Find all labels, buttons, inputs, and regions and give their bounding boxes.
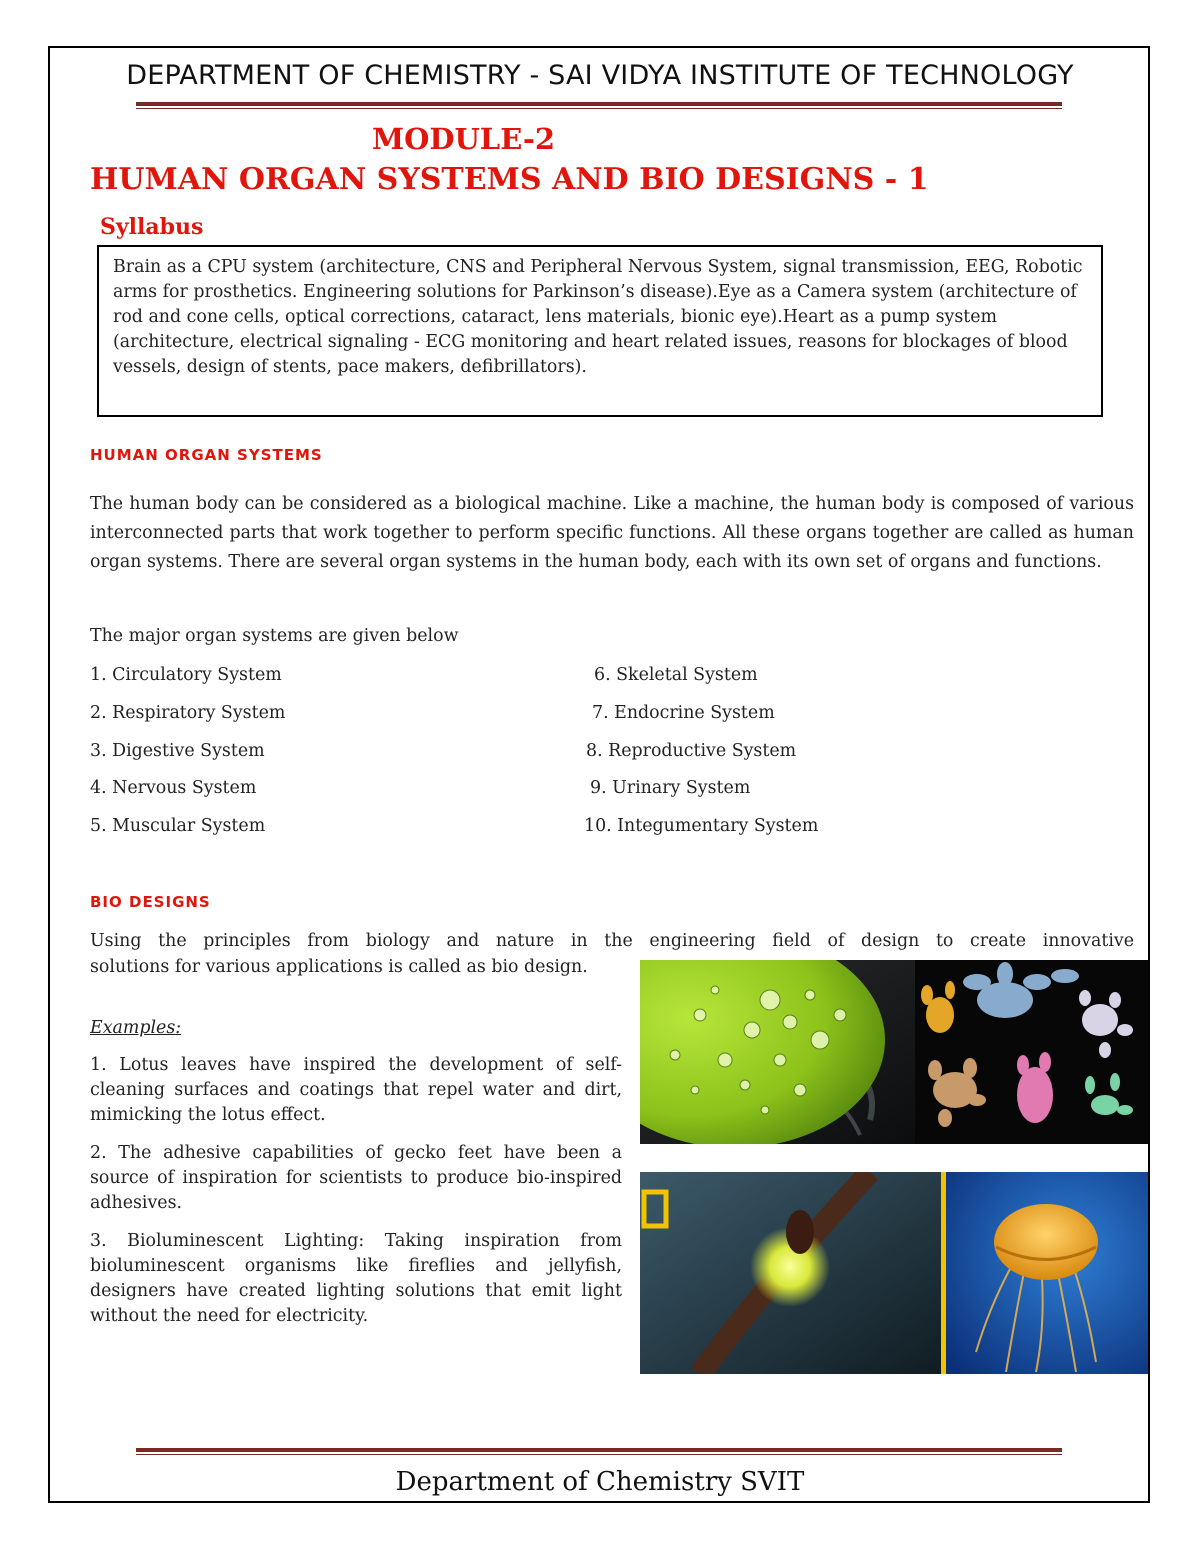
- organ-systems-paragraph: The human body can be considered as a biological machine. Like a machine, the human body is composed of various interconnected parts that work together to perform specific functions. All these organs together are called as human organ systems. There are several organ systems in the human body, each with its own set of organs and functions.: [90, 494, 1134, 572]
- module-number: MODULE-2: [372, 122, 556, 156]
- organ-list-item: 6. Skeletal System: [594, 665, 758, 685]
- organ-list-intro: The major organ systems are given below: [90, 626, 459, 646]
- organ-list-item: 4. Nervous System: [90, 778, 257, 798]
- organ-list-item: 5. Muscular System: [90, 816, 266, 836]
- organ-list-item: 3. Digestive System: [90, 741, 265, 761]
- gecko-feet-image: [915, 960, 1148, 1144]
- example-item: 3. Bioluminescent Lighting: Taking inspiration from bioluminescent organisms like fireflies and jellyfish, designers have created lighting solutions that emit light without the need for electricity.: [90, 1231, 622, 1326]
- firefly-image: [640, 1172, 946, 1374]
- lotus-leaf-image: [640, 960, 915, 1144]
- example-item: 2. The adhesive capabilities of gecko feet have been a source of inspiration for scientists to produce bio-inspired adhesives.: [90, 1143, 622, 1213]
- jellyfish-image: [946, 1172, 1148, 1374]
- syllabus-text: Brain as a CPU system (architecture, CNS and Peripheral Nervous System, signal transmission, EEG, Robotic arms for prosthetics. Engineering solutions for Parkinson’s disease).Eye as a Camera system (architecture of rod and cone cells, optical corrections, cataract, lens materials, bionic eye).Heart as a pump system (architecture, electrical signaling - ECG monitoring and heart related issues, reasons for blockages of blood vessels, design of stents, pace makers, defibrillators).: [113, 257, 1083, 377]
- bio-intro-rest: solutions for various applications is called as bio design.: [90, 957, 588, 977]
- example-item: 1. Lotus leaves have inspired the development of self-cleaning surfaces and coatings that repel water and dirt, mimicking the lotus effect.: [90, 1055, 622, 1125]
- organ-list-item: 9. Urinary System: [590, 778, 751, 798]
- organ-list-item: 7. Endocrine System: [592, 703, 775, 723]
- syllabus-label: Syllabus: [100, 214, 204, 240]
- organ-list-item: 1. Circulatory System: [90, 665, 282, 685]
- department-header: DEPARTMENT OF CHEMISTRY - SAI VIDYA INSTITUTE OF TECHNOLOGY: [126, 60, 1074, 91]
- organ-list-item: 2. Respiratory System: [90, 703, 286, 723]
- organ-list-item: 10. Integumentary System: [584, 816, 819, 836]
- bio-designs-heading: BIO DESIGNS: [90, 893, 211, 911]
- module-title: HUMAN ORGAN SYSTEMS AND BIO DESIGNS - 1: [90, 162, 929, 197]
- syllabus-box: [97, 245, 1103, 417]
- organ-list-item: 8. Reproductive System: [586, 741, 797, 761]
- bio-intro-line1: Using the principles from biology and nature in the engineering field of design to create innovative: [90, 931, 1134, 951]
- organ-systems-heading: HUMAN ORGAN SYSTEMS: [90, 446, 323, 464]
- header-rule: [136, 102, 1062, 109]
- examples-label: Examples:: [90, 1018, 182, 1038]
- footer-text: Department of Chemistry SVIT: [395, 1467, 805, 1497]
- footer-rule: [136, 1448, 1062, 1455]
